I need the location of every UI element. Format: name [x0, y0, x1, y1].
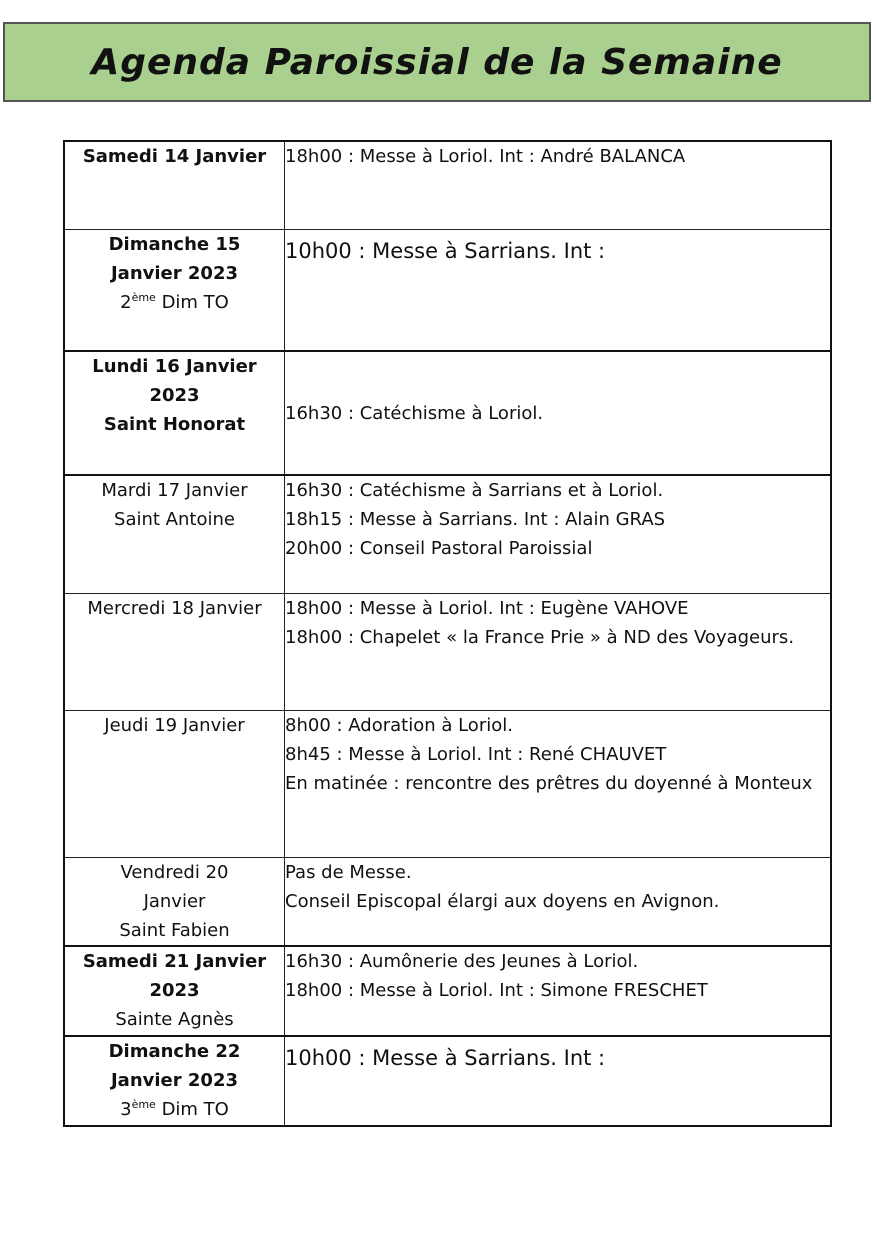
events-cell [285, 710, 832, 857]
day-label: Vendredi 20 [120, 861, 229, 883]
day-cell [64, 351, 285, 475]
saint-label: Saint Antoine [114, 509, 235, 530]
day-label: Janvier [143, 890, 206, 912]
table-row [64, 946, 831, 1036]
day-cell [64, 946, 285, 1036]
event-line: 18h15 : Messe à Sarrians. Int : Alain GRAS [285, 509, 666, 530]
table-row [64, 229, 831, 351]
day-cell [64, 1036, 285, 1126]
table-row [64, 593, 831, 710]
saint-label: Saint Honorat [103, 414, 246, 435]
events-cell [285, 857, 832, 946]
event-line: 20h00 : Conseil Pastoral Paroissial [285, 538, 593, 559]
liturgical-label [69, 1095, 280, 1124]
day-label: Mercredi 18 Janvier [87, 597, 262, 619]
saint-label: Saint Fabien [119, 919, 230, 941]
agenda-table [63, 140, 832, 1127]
event-line: 8h45 : Messe à Loriol. Int : René CHAUVET [285, 743, 667, 765]
event-line: 18h00 : Messe à Loriol. Int : André BALANCA [285, 146, 686, 167]
event-line: Pas de Messe. [285, 861, 412, 883]
event-line: 10h00 : Messe à Sarrians. Int : [285, 238, 606, 263]
event-line: 18h00 : Messe à Loriol. Int : Eugène VAHOVE [285, 597, 689, 619]
table-row [64, 141, 831, 229]
events-cell [285, 593, 832, 710]
events-cell [285, 351, 832, 475]
table-row [64, 1036, 831, 1126]
day-label: Lundi 16 Janvier [92, 356, 257, 377]
ordinal-number: 3 [120, 1099, 132, 1120]
ordinal-number: 2 [120, 291, 132, 313]
day-label: Samedi 14 Janvier [82, 146, 267, 167]
day-label: Jeudi 19 Janvier [104, 714, 245, 736]
events-cell [285, 229, 832, 351]
day-label: 2023 [149, 385, 200, 406]
day-label: 2023 [149, 980, 200, 1001]
events-cell [285, 475, 832, 593]
event-line: 16h30 : Catéchisme à Sarrians et à Loriol. [285, 480, 664, 501]
table-row [64, 710, 831, 857]
ordinal-rest: Dim TO [155, 291, 229, 313]
day-label: Samedi 21 Janvier [82, 951, 267, 972]
event-line: 10h00 : Messe à Sarrians. Int : [285, 1046, 606, 1070]
saint-label: Sainte Agnès [115, 1009, 234, 1030]
event-line: 16h30 : Catéchisme à Loriol. [285, 402, 544, 424]
event-line: En matinée : rencontre des prêtres du doyenné à Monteux [285, 772, 813, 794]
day-cell [64, 229, 285, 351]
day-label: Janvier 2023 [110, 262, 238, 284]
page-title: Agenda Paroissial de la Semaine [91, 41, 783, 83]
table-row [64, 857, 831, 946]
ordinal-suffix: ème [131, 290, 156, 304]
ordinal-suffix: ème [131, 1098, 156, 1111]
event-line: 8h00 : Adoration à Loriol. [285, 714, 513, 736]
liturgical-label [69, 288, 280, 317]
event-line: Conseil Episcopal élargi aux doyens en Avignon. [285, 890, 720, 912]
day-cell [64, 141, 285, 229]
title-banner [3, 22, 871, 102]
day-cell [64, 475, 285, 593]
table-row [64, 475, 831, 593]
table-row [64, 351, 831, 475]
day-cell [64, 710, 285, 857]
event-line: 18h00 : Messe à Loriol. Int : Simone FRESCHET [285, 980, 708, 1001]
day-cell [64, 593, 285, 710]
day-label: Dimanche 15 [108, 233, 241, 255]
events-cell [285, 141, 832, 229]
events-cell [285, 946, 832, 1036]
ordinal-rest: Dim TO [155, 1099, 229, 1120]
day-label: Dimanche 22 [108, 1041, 241, 1062]
events-cell [285, 1036, 832, 1126]
day-cell [64, 857, 285, 946]
event-line: 18h00 : Chapelet « la France Prie » à ND des Voyageurs. [285, 626, 795, 648]
day-label: Mardi 17 Janvier [101, 480, 248, 501]
day-label: Janvier 2023 [110, 1070, 238, 1091]
event-line: 16h30 : Aumônerie des Jeunes à Loriol. [285, 951, 639, 972]
